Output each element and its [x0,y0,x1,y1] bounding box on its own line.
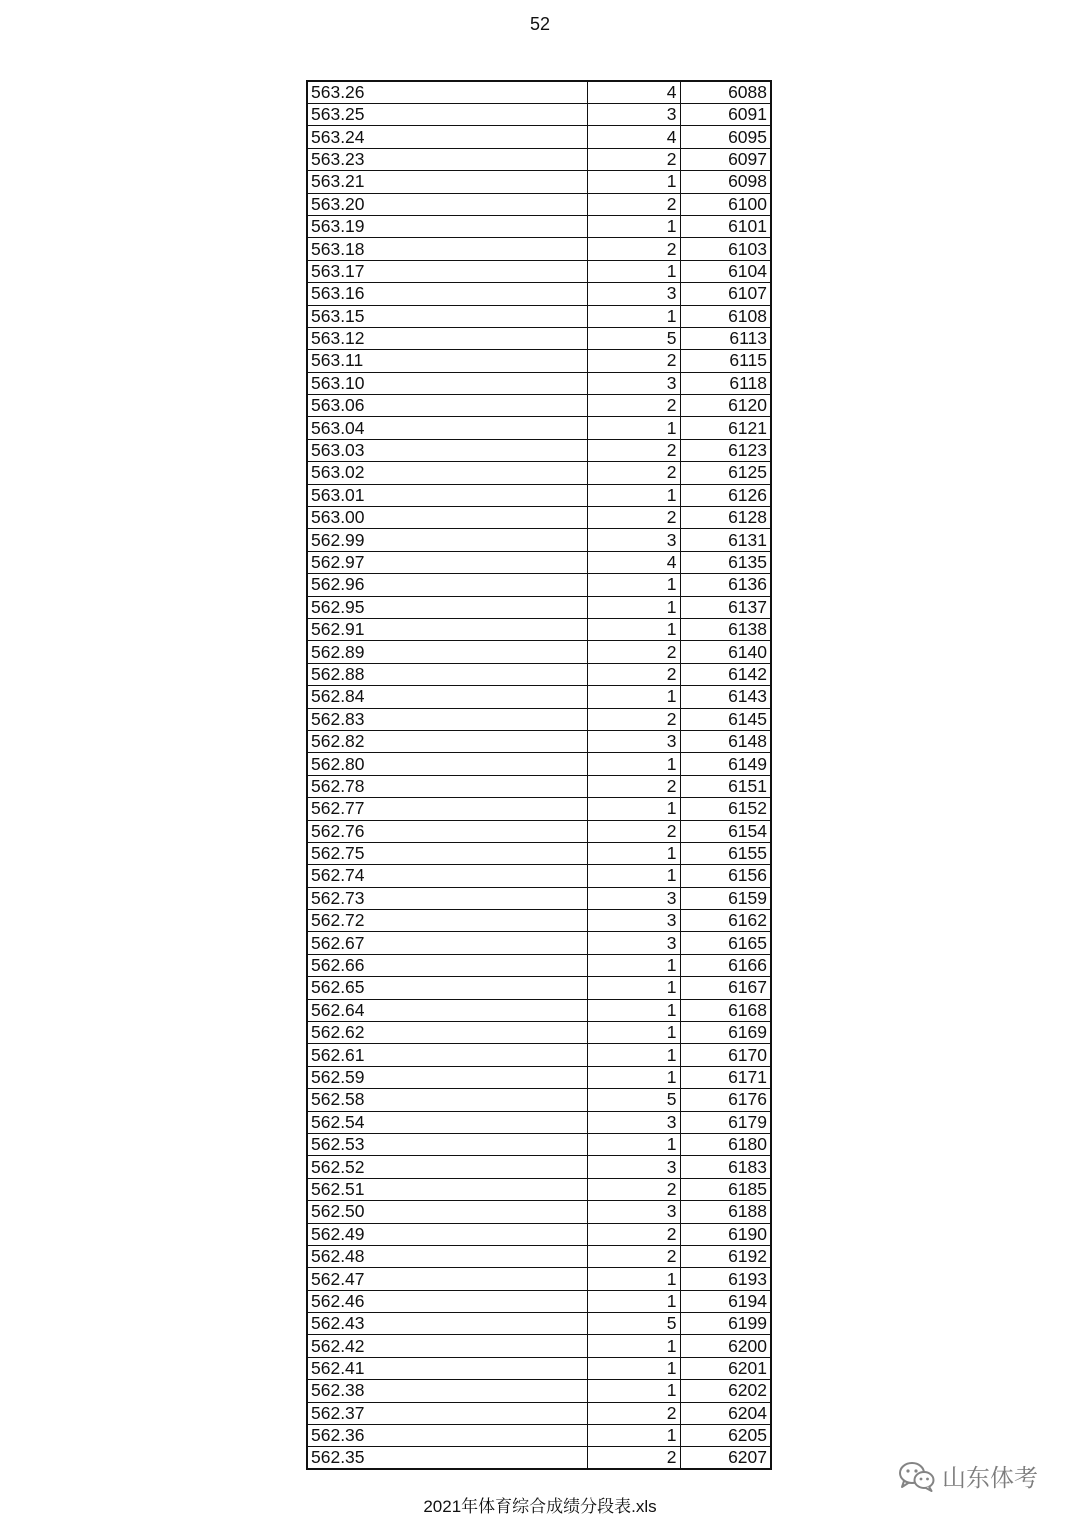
table-row [307,1313,771,1335]
table-row [307,1357,771,1379]
score-cell: 562.52 [307,1156,587,1178]
count-cell: 1 [587,977,680,999]
cumulative-cell: 6140 [680,641,771,663]
table-row [307,1425,771,1447]
score-cell: 563.11 [307,350,587,372]
table-row [307,327,771,349]
cumulative-cell: 6170 [680,1044,771,1066]
score-cell: 562.80 [307,753,587,775]
count-cell: 1 [587,484,680,506]
cumulative-cell: 6120 [680,395,771,417]
cumulative-cell: 6205 [680,1425,771,1447]
score-cell: 562.84 [307,686,587,708]
cumulative-cell: 6135 [680,551,771,573]
table-row [307,977,771,999]
count-cell: 4 [587,81,680,104]
score-cell: 562.61 [307,1044,587,1066]
cumulative-cell: 6165 [680,932,771,954]
table-row [307,238,771,260]
score-cell: 563.12 [307,327,587,349]
count-cell: 2 [587,775,680,797]
table-row [307,798,771,820]
cumulative-cell: 6176 [680,1089,771,1111]
score-cell: 563.16 [307,283,587,305]
cumulative-cell: 6183 [680,1156,771,1178]
table-row [307,932,771,954]
cumulative-cell: 6149 [680,753,771,775]
count-cell: 1 [587,215,680,237]
table-row [307,484,771,506]
table-row [307,663,771,685]
cumulative-cell: 6180 [680,1133,771,1155]
table-row [307,954,771,976]
table-row [307,305,771,327]
cumulative-cell: 6131 [680,529,771,551]
cumulative-cell: 6156 [680,865,771,887]
cumulative-cell: 6113 [680,327,771,349]
cumulative-cell: 6143 [680,686,771,708]
count-cell: 1 [587,574,680,596]
table-row [307,462,771,484]
count-cell: 2 [587,820,680,842]
table-row [307,820,771,842]
cumulative-cell: 6204 [680,1402,771,1424]
cumulative-cell: 6179 [680,1111,771,1133]
cumulative-cell: 6200 [680,1335,771,1357]
count-cell: 3 [587,910,680,932]
cumulative-cell: 6199 [680,1313,771,1335]
score-cell: 563.10 [307,372,587,394]
table-row [307,842,771,864]
count-cell: 1 [587,417,680,439]
score-cell: 562.50 [307,1201,587,1223]
table-row [307,551,771,573]
count-cell: 2 [587,462,680,484]
cumulative-cell: 6097 [680,148,771,170]
score-cell: 562.48 [307,1245,587,1267]
cumulative-cell: 6207 [680,1447,771,1470]
table-row [307,730,771,752]
score-cell: 562.96 [307,574,587,596]
score-distribution-table [306,80,772,1470]
score-cell: 563.19 [307,215,587,237]
cumulative-cell: 6126 [680,484,771,506]
table-row [307,283,771,305]
table-row [307,1201,771,1223]
cumulative-cell: 6152 [680,798,771,820]
count-cell: 3 [587,1111,680,1133]
score-cell: 563.25 [307,104,587,126]
cumulative-cell: 6125 [680,462,771,484]
count-cell: 3 [587,932,680,954]
count-cell: 1 [587,1357,680,1379]
table-row [307,1178,771,1200]
cumulative-cell: 6192 [680,1245,771,1267]
table-row [307,81,771,104]
table-row [307,439,771,461]
cumulative-cell: 6103 [680,238,771,260]
count-cell: 3 [587,529,680,551]
table-row [307,574,771,596]
cumulative-cell: 6100 [680,193,771,215]
count-cell: 3 [587,887,680,909]
count-cell: 2 [587,1402,680,1424]
cumulative-cell: 6118 [680,372,771,394]
count-cell: 3 [587,372,680,394]
count-cell: 4 [587,126,680,148]
table-row [307,1156,771,1178]
table-row [307,1044,771,1066]
score-cell: 562.91 [307,618,587,640]
table-row [307,1223,771,1245]
page-number: 52 [529,14,551,34]
table-row [307,171,771,193]
table-row [307,618,771,640]
score-cell: 562.54 [307,1111,587,1133]
count-cell: 1 [587,1290,680,1312]
cumulative-cell: 6098 [680,171,771,193]
count-cell: 1 [587,1133,680,1155]
count-cell: 1 [587,260,680,282]
score-cell: 562.64 [307,999,587,1021]
table-row [307,193,771,215]
score-cell: 563.03 [307,439,587,461]
count-cell: 1 [587,842,680,864]
cumulative-cell: 6137 [680,596,771,618]
count-cell: 2 [587,148,680,170]
score-cell: 563.02 [307,462,587,484]
cumulative-cell: 6142 [680,663,771,685]
score-cell: 563.21 [307,171,587,193]
cumulative-cell: 6168 [680,999,771,1021]
cumulative-cell: 6155 [680,842,771,864]
table-row [307,1402,771,1424]
score-cell: 563.23 [307,148,587,170]
cumulative-cell: 6167 [680,977,771,999]
cumulative-cell: 6151 [680,775,771,797]
table-row [307,775,771,797]
score-cell: 562.65 [307,977,587,999]
count-cell: 1 [587,618,680,640]
count-cell: 2 [587,507,680,529]
cumulative-cell: 6128 [680,507,771,529]
cumulative-cell: 6190 [680,1223,771,1245]
cumulative-cell: 6193 [680,1268,771,1290]
count-cell: 1 [587,1268,680,1290]
count-cell: 1 [587,798,680,820]
score-cell: 562.76 [307,820,587,842]
score-cell: 562.42 [307,1335,587,1357]
score-cell: 563.20 [307,193,587,215]
score-cell: 562.97 [307,551,587,573]
count-cell: 2 [587,708,680,730]
table-row [307,126,771,148]
count-cell: 2 [587,1178,680,1200]
count-cell: 2 [587,1245,680,1267]
table-row [307,507,771,529]
count-cell: 1 [587,1044,680,1066]
count-cell: 1 [587,596,680,618]
count-cell: 1 [587,954,680,976]
cumulative-cell: 6166 [680,954,771,976]
count-cell: 1 [587,1380,680,1402]
table-row [307,1089,771,1111]
table-row [307,1245,771,1267]
watermark [898,1458,1038,1493]
table-row [307,999,771,1021]
cumulative-cell: 6091 [680,104,771,126]
wechat-icon [898,1460,936,1492]
score-cell: 562.47 [307,1268,587,1290]
count-cell: 5 [587,1089,680,1111]
table-row [307,1022,771,1044]
score-cell: 562.66 [307,954,587,976]
cumulative-cell: 6123 [680,439,771,461]
table-row [307,1335,771,1357]
score-cell: 562.43 [307,1313,587,1335]
score-cell: 562.38 [307,1380,587,1402]
score-cell: 563.26 [307,81,587,104]
table-row [307,148,771,170]
count-cell: 2 [587,663,680,685]
count-cell: 5 [587,1313,680,1335]
cumulative-cell: 6194 [680,1290,771,1312]
score-cell: 562.82 [307,730,587,752]
table-row [307,529,771,551]
table-row [307,260,771,282]
score-cell: 563.06 [307,395,587,417]
table-body [307,81,771,1469]
score-cell: 562.95 [307,596,587,618]
count-cell: 2 [587,238,680,260]
score-cell: 562.99 [307,529,587,551]
score-cell: 562.37 [307,1402,587,1424]
count-cell: 3 [587,283,680,305]
cumulative-cell: 6136 [680,574,771,596]
score-cell: 563.04 [307,417,587,439]
table-row [307,865,771,887]
score-cell: 562.36 [307,1425,587,1447]
count-cell: 2 [587,439,680,461]
table-row [307,1066,771,1088]
count-cell: 2 [587,193,680,215]
count-cell: 1 [587,171,680,193]
table-row [307,215,771,237]
count-cell: 3 [587,1156,680,1178]
table-row [307,395,771,417]
score-cell: 562.72 [307,910,587,932]
footer-filename: 2021年体育综合成绩分段表.xls [423,1497,657,1516]
count-cell: 3 [587,730,680,752]
count-cell: 1 [587,1066,680,1088]
score-cell: 562.78 [307,775,587,797]
cumulative-cell: 6202 [680,1380,771,1402]
cumulative-cell: 6159 [680,887,771,909]
table-row [307,1447,771,1470]
score-cell: 562.77 [307,798,587,820]
cumulative-cell: 6154 [680,820,771,842]
cumulative-cell: 6104 [680,260,771,282]
count-cell: 2 [587,1223,680,1245]
cumulative-cell: 6088 [680,81,771,104]
cumulative-cell: 6107 [680,283,771,305]
cumulative-cell: 6121 [680,417,771,439]
score-cell: 563.01 [307,484,587,506]
cumulative-cell: 6185 [680,1178,771,1200]
score-cell: 562.46 [307,1290,587,1312]
score-cell: 563.18 [307,238,587,260]
count-cell: 1 [587,686,680,708]
table-row [307,686,771,708]
score-cell: 562.35 [307,1447,587,1470]
count-cell: 2 [587,1447,680,1470]
score-cell: 562.58 [307,1089,587,1111]
score-cell: 563.24 [307,126,587,148]
count-cell: 2 [587,350,680,372]
count-cell: 5 [587,327,680,349]
table-row [307,708,771,730]
score-cell: 562.59 [307,1066,587,1088]
count-cell: 1 [587,1425,680,1447]
count-cell: 4 [587,551,680,573]
cumulative-cell: 6138 [680,618,771,640]
score-cell: 562.88 [307,663,587,685]
table-row [307,417,771,439]
table-row [307,1268,771,1290]
count-cell: 1 [587,999,680,1021]
cumulative-cell: 6162 [680,910,771,932]
cumulative-cell: 6095 [680,126,771,148]
score-cell: 563.00 [307,507,587,529]
table-row [307,372,771,394]
table-row [307,1290,771,1312]
table-row [307,596,771,618]
count-cell: 1 [587,753,680,775]
table-row [307,910,771,932]
table-row [307,753,771,775]
count-cell: 2 [587,641,680,663]
score-cell: 563.15 [307,305,587,327]
cumulative-cell: 6115 [680,350,771,372]
score-cell: 562.74 [307,865,587,887]
cumulative-cell: 6201 [680,1357,771,1379]
cumulative-cell: 6108 [680,305,771,327]
cumulative-cell: 6188 [680,1201,771,1223]
score-cell: 562.89 [307,641,587,663]
table-row [307,1380,771,1402]
table-row [307,887,771,909]
cumulative-cell: 6145 [680,708,771,730]
cumulative-cell: 6171 [680,1066,771,1088]
count-cell: 1 [587,1022,680,1044]
score-cell: 562.73 [307,887,587,909]
table-row [307,104,771,126]
count-cell: 1 [587,1335,680,1357]
count-cell: 3 [587,1201,680,1223]
cumulative-cell: 6169 [680,1022,771,1044]
score-cell: 562.75 [307,842,587,864]
count-cell: 2 [587,395,680,417]
table-row [307,350,771,372]
score-cell: 562.49 [307,1223,587,1245]
cumulative-cell: 6101 [680,215,771,237]
watermark-text: 山东体考 [942,1465,1038,1492]
score-cell: 563.17 [307,260,587,282]
cumulative-cell: 6148 [680,730,771,752]
score-cell: 562.62 [307,1022,587,1044]
count-cell: 1 [587,305,680,327]
score-cell: 562.67 [307,932,587,954]
count-cell: 3 [587,104,680,126]
table-row [307,1133,771,1155]
score-cell: 562.83 [307,708,587,730]
count-cell: 1 [587,865,680,887]
table-row [307,1111,771,1133]
score-cell: 562.53 [307,1133,587,1155]
score-cell: 562.41 [307,1357,587,1379]
score-cell: 562.51 [307,1178,587,1200]
table-row [307,641,771,663]
